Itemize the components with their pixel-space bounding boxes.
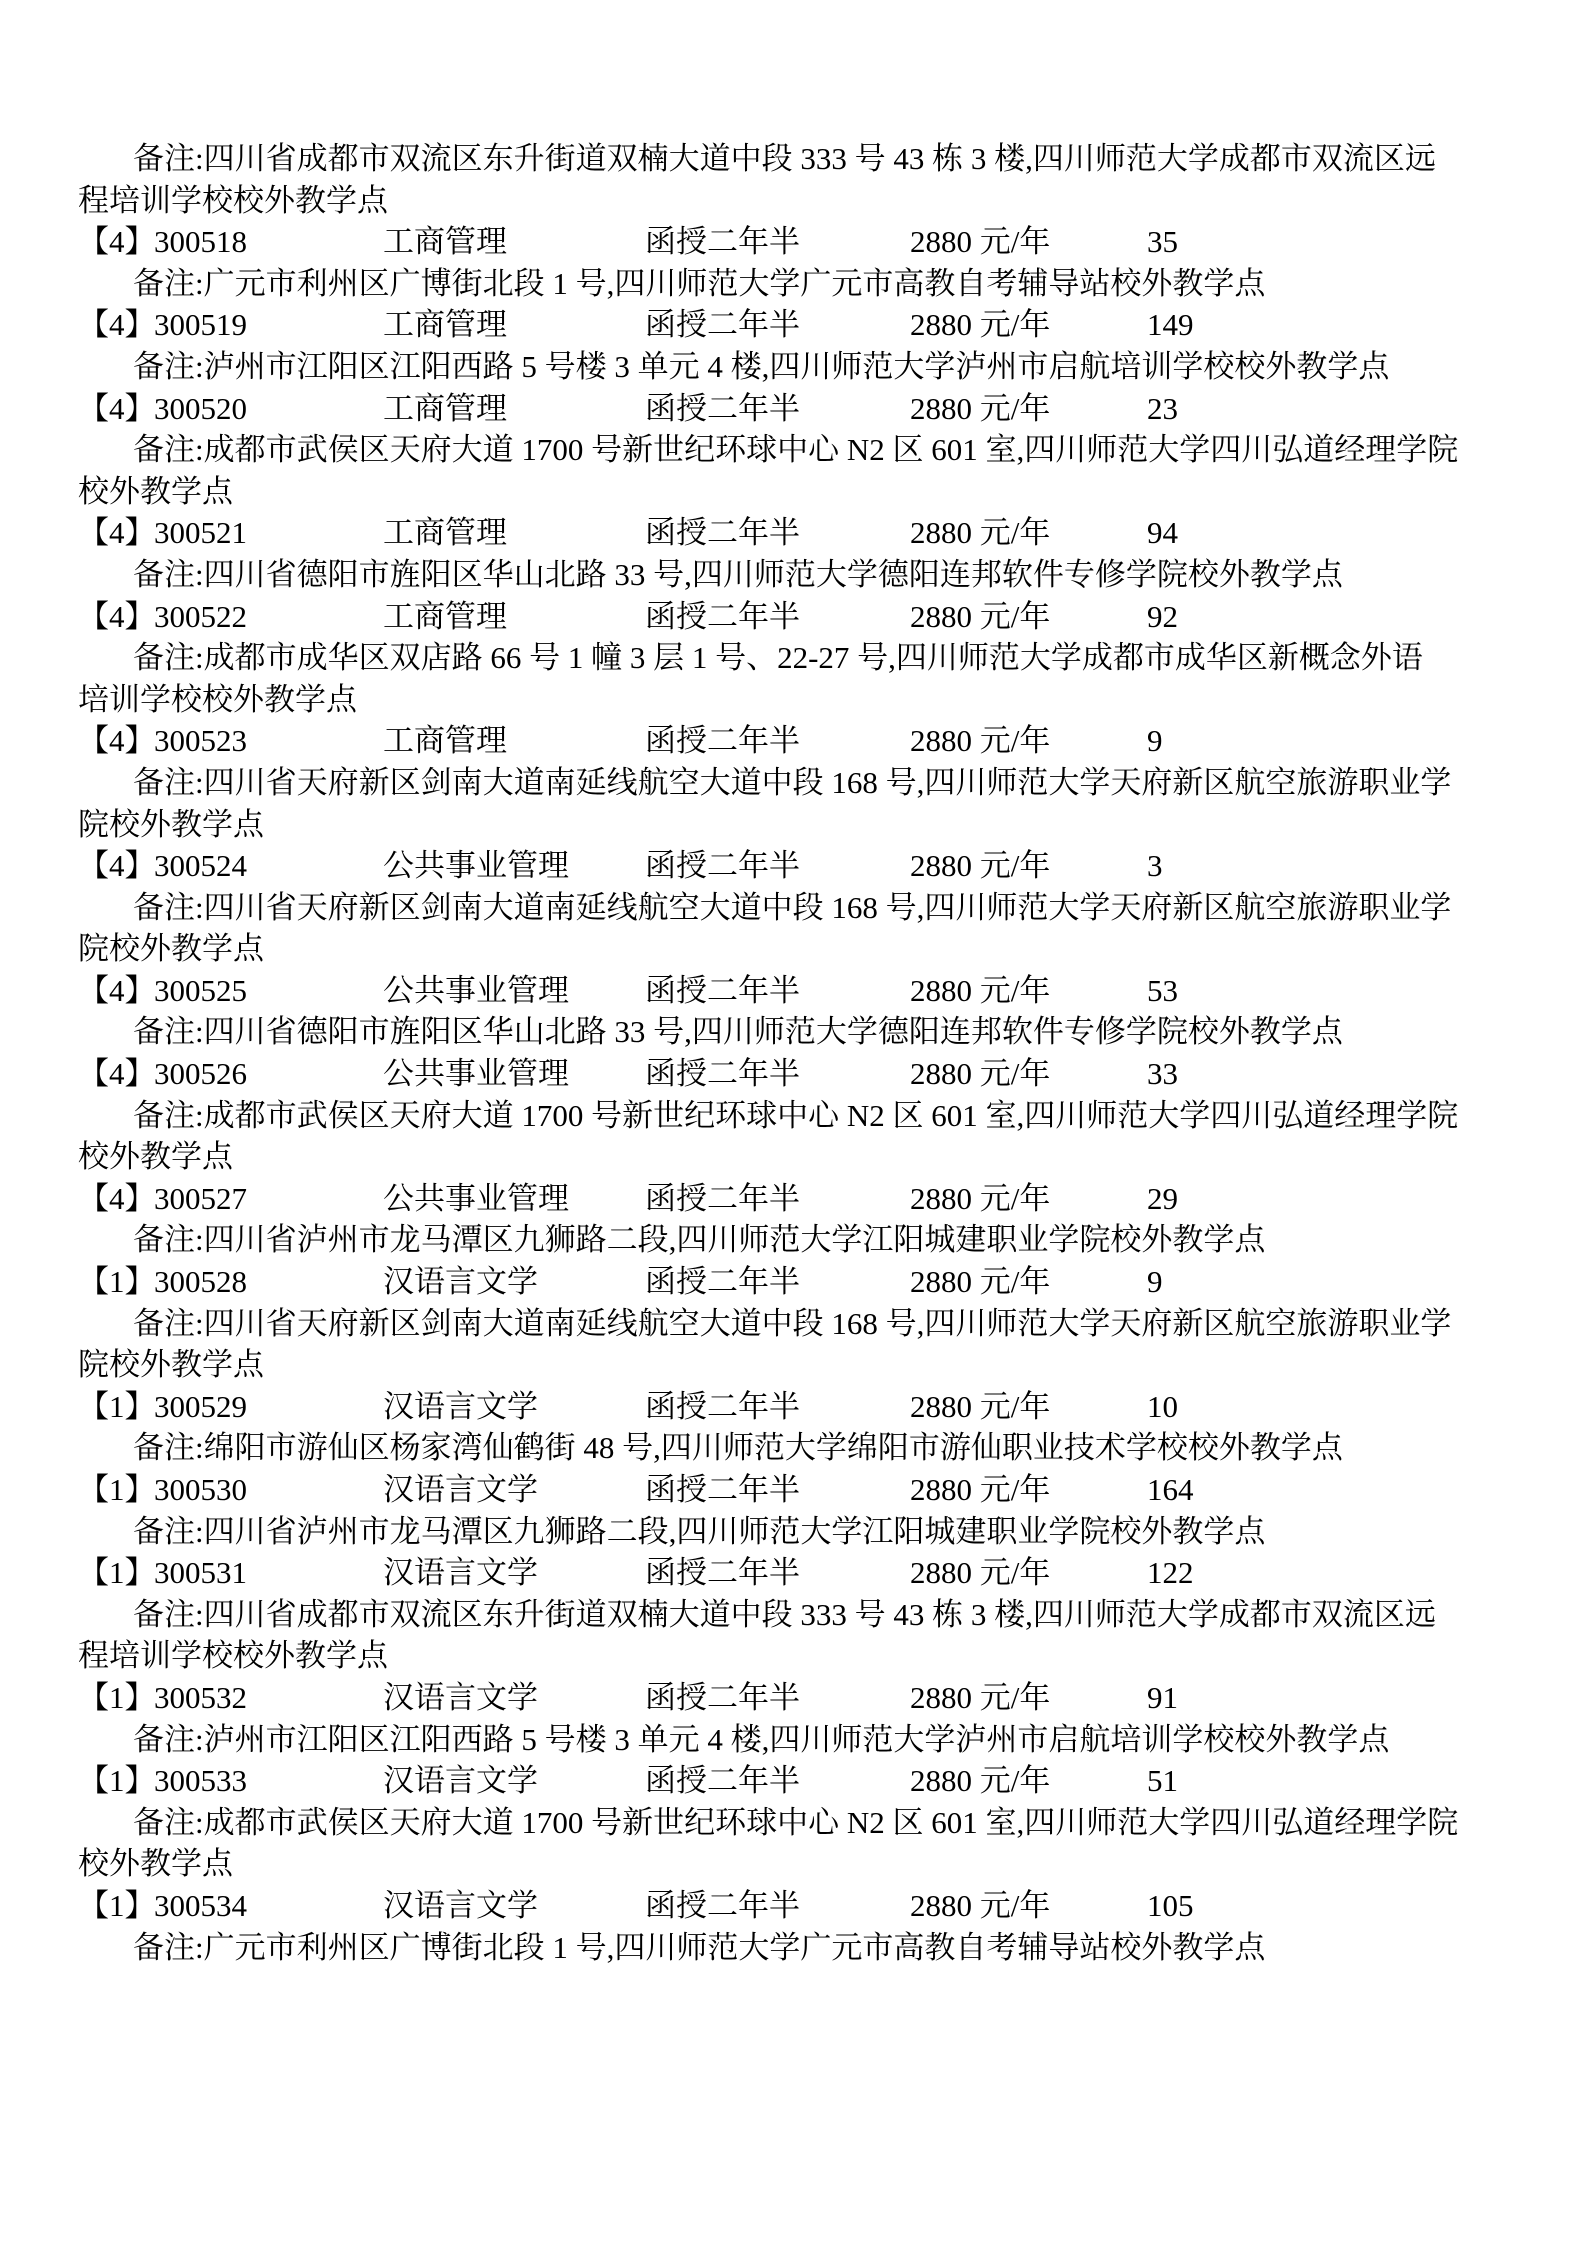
course-entry bbox=[78, 970, 1543, 1053]
entry-code: 300524 bbox=[154, 848, 247, 884]
course-entry bbox=[78, 1760, 1543, 1885]
entry-study-form: 函授二年半 bbox=[645, 1679, 800, 1715]
entry-major: 公共事业管理 bbox=[383, 972, 569, 1008]
course-entry-row bbox=[78, 1885, 1543, 1927]
entry-code: 300526 bbox=[154, 1056, 247, 1092]
course-entry-row bbox=[78, 1552, 1543, 1594]
entry-note-line: 备注:成都市武侯区天府大道 1700 号新世纪环球中心 N2 区 601 室,四川师范大学四川弘道经理学院 bbox=[133, 1804, 1459, 1840]
entry-tag: 【4】 bbox=[78, 723, 156, 759]
entry-count: 149 bbox=[1147, 307, 1194, 343]
entry-study-form: 函授二年半 bbox=[645, 598, 800, 634]
course-entry-row bbox=[78, 1053, 1543, 1095]
entry-tag: 【4】 bbox=[78, 598, 156, 634]
course-entry bbox=[78, 1469, 1543, 1552]
entry-note-line-continuation: 校外教学点 bbox=[78, 473, 233, 509]
entry-count: 105 bbox=[1147, 1887, 1194, 1923]
entry-count: 91 bbox=[1147, 1679, 1178, 1715]
entry-study-form: 函授二年半 bbox=[645, 390, 800, 426]
course-entry bbox=[78, 1552, 1543, 1677]
entry-count: 3 bbox=[1147, 848, 1163, 884]
note-line: 备注:四川省成都市双流区东升街道双楠大道中段 333 号 43 栋 3 楼,四川师范大学成都市双流区远 bbox=[133, 141, 1436, 176]
entry-note-line: 备注:泸州市江阳区江阳西路 5 号楼 3 单元 4 楼,四川师范大学泸州市启航培训学校校外教学点 bbox=[133, 348, 1390, 384]
entry-major: 汉语言文学 bbox=[383, 1679, 538, 1715]
entry-note-line-continuation: 院校外教学点 bbox=[78, 806, 264, 842]
entry-note-line-continuation: 校外教学点 bbox=[78, 1846, 233, 1882]
entry-note-line: 备注:四川省天府新区剑南大道南延线航空大道中段 168 号,四川师范大学天府新区航空旅游职业学 bbox=[133, 1305, 1452, 1341]
course-entry bbox=[78, 1261, 1543, 1386]
entry-study-form: 函授二年半 bbox=[645, 515, 800, 551]
entry-tuition-fee: 2880 元/年 bbox=[910, 1180, 1051, 1216]
entry-code: 300530 bbox=[154, 1472, 247, 1507]
entry-tag: 【1】 bbox=[78, 1555, 156, 1591]
entry-note-line: 备注:四川省天府新区剑南大道南延线航空大道中段 168 号,四川师范大学天府新区航空旅游职业学 bbox=[133, 889, 1452, 925]
entry-tag: 【1】 bbox=[78, 1887, 156, 1923]
entry-study-form: 函授二年半 bbox=[645, 1472, 800, 1507]
entry-count: 164 bbox=[1147, 1472, 1194, 1507]
entry-study-form: 函授二年半 bbox=[645, 1763, 800, 1799]
course-entry bbox=[78, 388, 1543, 513]
course-entry-row bbox=[78, 512, 1543, 554]
course-entry bbox=[78, 221, 1543, 304]
entry-code: 300525 bbox=[154, 972, 247, 1008]
entry-tuition-fee: 2880 元/年 bbox=[910, 972, 1051, 1008]
entry-study-form: 函授二年半 bbox=[645, 848, 800, 884]
entry-tuition-fee: 2880 元/年 bbox=[910, 848, 1051, 884]
course-entry-row bbox=[78, 1178, 1543, 1220]
course-entry-row bbox=[78, 304, 1543, 346]
course-entry-row bbox=[78, 970, 1543, 1012]
entry-code: 300534 bbox=[154, 1887, 247, 1923]
entry-code: 300522 bbox=[154, 598, 247, 634]
course-entry-row bbox=[78, 1469, 1543, 1511]
entry-major: 工商管理 bbox=[383, 224, 507, 260]
entry-note-line-continuation: 程培训学校校外教学点 bbox=[78, 1638, 388, 1674]
entry-tag: 【4】 bbox=[78, 972, 156, 1008]
entry-major: 工商管理 bbox=[383, 390, 507, 426]
entry-major: 公共事业管理 bbox=[383, 1180, 569, 1216]
course-entry bbox=[78, 845, 1543, 970]
course-entry-row bbox=[78, 1760, 1543, 1802]
entry-tag: 【1】 bbox=[78, 1264, 156, 1300]
entry-major: 汉语言文学 bbox=[383, 1763, 538, 1799]
entry-note-line: 备注:泸州市江阳区江阳西路 5 号楼 3 单元 4 楼,四川师范大学泸州市启航培训学校校外教学点 bbox=[133, 1721, 1390, 1757]
entries-container bbox=[78, 221, 1543, 1968]
course-entry-row bbox=[78, 388, 1543, 430]
entry-note-line: 备注:四川省成都市双流区东升街道双楠大道中段 333 号 43 栋 3 楼,四川师范大学成都市双流区远 bbox=[133, 1596, 1436, 1632]
entry-study-form: 函授二年半 bbox=[645, 224, 800, 260]
entry-code: 300519 bbox=[154, 307, 247, 343]
entry-code: 300533 bbox=[154, 1763, 247, 1799]
course-entry bbox=[78, 596, 1543, 721]
entry-study-form: 函授二年半 bbox=[645, 723, 800, 759]
entry-code: 300527 bbox=[154, 1180, 247, 1216]
entry-tag: 【1】 bbox=[78, 1472, 156, 1507]
entry-tuition-fee: 2880 元/年 bbox=[910, 1763, 1051, 1799]
entry-tuition-fee: 2880 元/年 bbox=[910, 390, 1051, 426]
entry-major: 汉语言文学 bbox=[383, 1388, 538, 1424]
entry-tuition-fee: 2880 元/年 bbox=[910, 1472, 1051, 1507]
entry-note-line-continuation: 校外教学点 bbox=[78, 1139, 233, 1175]
entry-major: 工商管理 bbox=[383, 723, 507, 759]
entry-tag: 【4】 bbox=[78, 848, 156, 884]
entry-count: 29 bbox=[1147, 1180, 1178, 1216]
entry-tag: 【1】 bbox=[78, 1679, 156, 1715]
entry-major: 工商管理 bbox=[383, 307, 507, 343]
note-line-continuation: 程培训学校校外教学点 bbox=[78, 182, 388, 218]
entry-note-line-continuation: 院校外教学点 bbox=[78, 931, 264, 967]
entry-tuition-fee: 2880 元/年 bbox=[910, 1056, 1051, 1092]
entry-major: 汉语言文学 bbox=[383, 1472, 538, 1507]
entry-study-form: 函授二年半 bbox=[645, 1887, 800, 1923]
course-entry-row bbox=[78, 596, 1543, 638]
entry-tuition-fee: 2880 元/年 bbox=[910, 1679, 1051, 1715]
entry-count: 92 bbox=[1147, 598, 1178, 634]
course-entry-row bbox=[78, 845, 1543, 887]
course-entry bbox=[78, 512, 1543, 595]
entry-code: 300528 bbox=[154, 1264, 247, 1300]
course-entry bbox=[78, 304, 1543, 387]
entry-note-line: 备注:成都市武侯区天府大道 1700 号新世纪环球中心 N2 区 601 室,四川师范大学四川弘道经理学院 bbox=[133, 432, 1459, 468]
entry-tuition-fee: 2880 元/年 bbox=[910, 224, 1051, 260]
entry-major: 公共事业管理 bbox=[383, 848, 569, 884]
entry-tag: 【4】 bbox=[78, 390, 156, 426]
course-entry bbox=[78, 1885, 1543, 1968]
course-entry bbox=[78, 1053, 1543, 1178]
entry-count: 94 bbox=[1147, 515, 1178, 551]
entry-note-line-continuation: 院校外教学点 bbox=[78, 1347, 264, 1383]
course-entry bbox=[78, 720, 1543, 845]
entry-note-line: 备注:四川省泸州市龙马潭区九狮路二段,四川师范大学江阳城建职业学院校外教学点 bbox=[133, 1222, 1266, 1258]
entry-note-line: 备注:绵阳市游仙区杨家湾仙鹤街 48 号,四川师范大学绵阳市游仙职业技术学校校外教学点 bbox=[133, 1430, 1343, 1466]
course-entry-row bbox=[78, 720, 1543, 762]
entry-major: 汉语言文学 bbox=[383, 1555, 538, 1591]
entry-count: 9 bbox=[1147, 723, 1163, 759]
entry-tag: 【4】 bbox=[78, 224, 156, 260]
entry-note-line: 备注:四川省德阳市旌阳区华山北路 33 号,四川师范大学德阳连邦软件专修学院校外教学点 bbox=[133, 556, 1343, 592]
entry-study-form: 函授二年半 bbox=[645, 1555, 800, 1591]
course-entry-row bbox=[78, 1386, 1543, 1428]
entry-code: 300521 bbox=[154, 515, 247, 551]
course-entry bbox=[78, 1386, 1543, 1469]
entry-tuition-fee: 2880 元/年 bbox=[910, 723, 1051, 759]
entry-code: 300531 bbox=[154, 1555, 247, 1591]
entry-tuition-fee: 2880 元/年 bbox=[910, 515, 1051, 551]
entry-tuition-fee: 2880 元/年 bbox=[910, 1887, 1051, 1923]
entry-note-line: 备注:四川省泸州市龙马潭区九狮路二段,四川师范大学江阳城建职业学院校外教学点 bbox=[133, 1513, 1266, 1549]
entry-note-line: 备注:四川省德阳市旌阳区华山北路 33 号,四川师范大学德阳连邦软件专修学院校外教学点 bbox=[133, 1014, 1343, 1050]
entry-study-form: 函授二年半 bbox=[645, 972, 800, 1008]
entry-note-line: 备注:成都市成华区双店路 66 号 1 幢 3 层 1 号、22-27 号,四川师范大学成都市成华区新概念外语 bbox=[133, 640, 1423, 676]
entry-count: 53 bbox=[1147, 972, 1178, 1008]
entry-note-line-continuation: 培训学校校外教学点 bbox=[78, 681, 357, 717]
entry-note-line: 备注:成都市武侯区天府大道 1700 号新世纪环球中心 N2 区 601 室,四川师范大学四川弘道经理学院 bbox=[133, 1097, 1459, 1133]
entry-code: 300529 bbox=[154, 1388, 247, 1424]
entry-tag: 【1】 bbox=[78, 1388, 156, 1424]
course-entry-row bbox=[78, 1677, 1543, 1719]
entry-study-form: 函授二年半 bbox=[645, 1264, 800, 1300]
entry-tuition-fee: 2880 元/年 bbox=[910, 1388, 1051, 1424]
entry-major: 汉语言文学 bbox=[383, 1887, 538, 1923]
entry-tuition-fee: 2880 元/年 bbox=[910, 1555, 1051, 1591]
entry-tuition-fee: 2880 元/年 bbox=[910, 307, 1051, 343]
entry-code: 300532 bbox=[154, 1679, 247, 1715]
entry-count: 23 bbox=[1147, 390, 1178, 426]
entry-tuition-fee: 2880 元/年 bbox=[910, 598, 1051, 634]
entry-study-form: 函授二年半 bbox=[645, 307, 800, 343]
entry-major: 工商管理 bbox=[383, 598, 507, 634]
entry-count: 51 bbox=[1147, 1763, 1178, 1799]
entry-note-line: 备注:广元市利州区广博街北段 1 号,四川师范大学广元市高教自考辅导站校外教学点 bbox=[133, 265, 1266, 301]
entry-code: 300518 bbox=[154, 224, 247, 260]
entry-major: 汉语言文学 bbox=[383, 1264, 538, 1300]
entry-tag: 【4】 bbox=[78, 1056, 156, 1092]
entry-study-form: 函授二年半 bbox=[645, 1388, 800, 1424]
course-entry-row bbox=[78, 221, 1543, 263]
entry-count: 10 bbox=[1147, 1388, 1178, 1424]
entry-count: 122 bbox=[1147, 1555, 1194, 1591]
document-text-block bbox=[78, 138, 1543, 1968]
entry-count: 35 bbox=[1147, 224, 1178, 260]
entry-tag: 【4】 bbox=[78, 515, 156, 551]
entry-code: 300520 bbox=[154, 390, 247, 426]
course-entry bbox=[78, 1178, 1543, 1261]
course-entry bbox=[78, 1677, 1543, 1760]
entry-major: 公共事业管理 bbox=[383, 1056, 569, 1092]
entry-tag: 【4】 bbox=[78, 307, 156, 343]
entry-note-line: 备注:四川省天府新区剑南大道南延线航空大道中段 168 号,四川师范大学天府新区航空旅游职业学 bbox=[133, 764, 1452, 800]
entry-study-form: 函授二年半 bbox=[645, 1056, 800, 1092]
course-entry-row bbox=[78, 1261, 1543, 1303]
entry-tag: 【4】 bbox=[78, 1180, 156, 1216]
entry-code: 300523 bbox=[154, 723, 247, 759]
entry-tuition-fee: 2880 元/年 bbox=[910, 1264, 1051, 1300]
entry-tag: 【1】 bbox=[78, 1763, 156, 1799]
entry-count: 33 bbox=[1147, 1056, 1178, 1092]
entry-note-line: 备注:广元市利州区广博街北段 1 号,四川师范大学广元市高教自考辅导站校外教学点 bbox=[133, 1929, 1266, 1965]
entry-major: 工商管理 bbox=[383, 515, 507, 551]
entry-count: 9 bbox=[1147, 1264, 1163, 1300]
entry-study-form: 函授二年半 bbox=[645, 1180, 800, 1216]
